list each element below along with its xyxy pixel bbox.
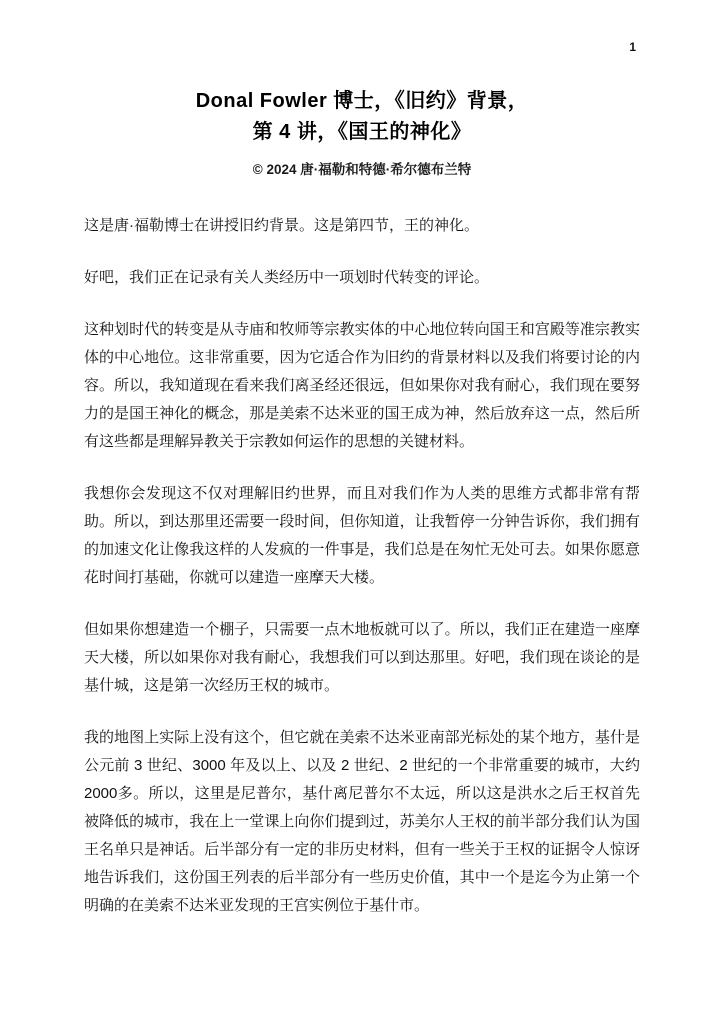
paragraph: 但如果你想建造一个棚子，只需要一点木地板就可以了。所以，我们正在建造一座摩天大楼，所以如果你对我有耐心，我想我们可以到达那里。好吧，我们现在谈论的是基什城，这是第一次经历王权的城市。 <box>84 621 640 694</box>
page-number: 1 <box>629 40 636 54</box>
title-block <box>84 86 640 148</box>
document-title-line-2: 第 4 讲，《国王的神化》 <box>252 121 472 143</box>
document-body <box>84 212 640 920</box>
paragraph: 这种划时代的转变是从寺庙和牧师等宗教实体的中心地位转向国王和宫殿等准宗教实体的中心地位。这非常重要，因为它适合作为旧约的背景材料以及我们将要讨论的内容。所以，我知道现在看来我们离圣经还很远，但如果你对我有耐心，我们现在要努力的是国王神化的概念，那是美索不达米亚的国王成为神，然后放弃这一点，然后所有这些都是理解异教关于宗教如何运作的思想的关键材料。 <box>84 321 640 450</box>
paragraph: 好吧，我们正在记录有关人类经历中一项划时代转变的评论。 <box>84 269 490 286</box>
copyright-line: © 2024 唐·福勒和特德·希尔德布兰特 <box>252 162 472 177</box>
paragraph: 我想你会发现这不仅对理解旧约世界，而且对我们作为人类的思维方式都非常有帮助。所以，到达那里还需要一段时间，但你知道，让我暂停一分钟告诉你，我们拥有的加速文化让像我这样的人发疯的一件事是，我们总是在匆忙无处可去。如果你愿意花时间打基础，你就可以建造一座摩天大楼。 <box>84 485 640 586</box>
document-title-line-1: Donal Fowler 博士，《旧约》背景， <box>195 90 529 112</box>
paragraph: 我的地图上实际上没有这个，但它就在美索不达米亚南部光标处的某个地方，基什是公元前 3 世纪、3000 年及以上、以及 2 世纪、2 世纪的一个非常重要的城市，大约2000多。所以，这里是尼普尔，基什离尼普尔不太远，所以这是洪水之后王权首先被降低的城市，我在上一堂课上向你们提到过，苏美尔人王权的前半部分我们认为国王名单只是神话。后半部分有一定的非历史材料，但有一些关于王权的证据令人惊讶地告诉我们，这份国王列表的后半部分有一些历史价值，其中一个是迄今为止第一个明确的在美索不达米亚发现的王宫实例位于基什市。 <box>84 729 640 914</box>
paragraph: 这是唐·福勒博士在讲授旧约背景。这是第四节，王的神化。 <box>84 217 479 234</box>
